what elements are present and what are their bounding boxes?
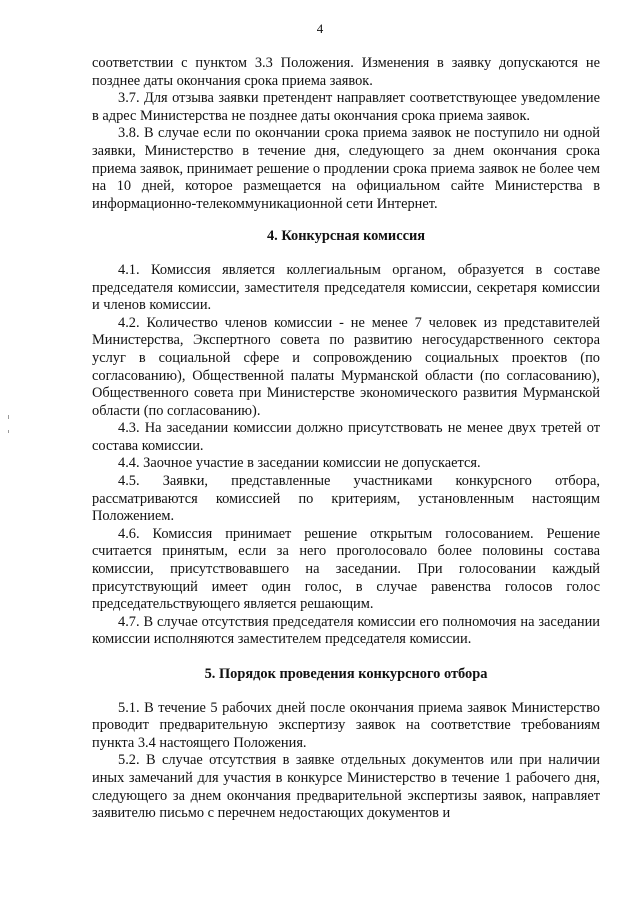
paragraph-4-2: 4.2. Количество членов комиссии - не менее 7 человек из представителей Министерства, Экспертного совета по развитию негосударственного сектора услуг в социальной сфере и сопровождению социальных проектов (по согласованию), Общественной палаты Мурманской области (по согласованию), Общественного совета при Министерстве экономического развития Мурманской области (по согласованию). (92, 314, 600, 419)
paragraph-4-6: 4.6. Комиссия принимает решение открытым голосованием. Решение считается принятым, если за него проголосовало более половины состава комиссии, присутствовавшего на заседании. При голосовании каждый присутствующий имеет один голос, в случае равенства голосов голос председательствующего является решающим. (92, 525, 600, 613)
scan-artifact-mark (8, 415, 9, 419)
page-number: 4 (316, 21, 324, 36)
paragraph-4-5: 4.5. Заявки, представленные участниками конкурсного отбора, рассматриваются комиссией по критериям, установленным настоящим Положением. (92, 473, 600, 525)
document-body (92, 55, 600, 823)
paragraph-5-2: 5.2. В случае отсутствия в заявке отдельных документов или при наличии иных замечаний для участия в конкурсе Министерство в течение 1 рабочего дня, следующего за днем окончания предварительной экспертизы заявок, направляет заявителю письмо с перечнем недостающих документов и (92, 752, 600, 822)
paragraph-3-7: 3.7. Для отзыва заявки претендент направляет соответствующее уведомление в адрес Министерства не позднее даты окончания срока приема заявок. (92, 90, 600, 124)
paragraph-5-1: 5.1. В течение 5 рабочих дней после окончания приема заявок Министерство проводит предварительную экспертизу заявок на соответствие требованиям пункта 3.4 настоящего Положения. (92, 699, 600, 751)
section-4-heading: 4. Конкурсная комиссия (266, 228, 426, 245)
scan-artifact-mark (8, 430, 9, 433)
paragraph-4-7: 4.7. В случае отсутствия председателя комиссии его полномочия на заседании комиссии исполняются заместителем председателя комиссии. (92, 613, 600, 648)
paragraph-4-4: 4.4. Заочное участие в заседании комиссии не допускается. (118, 455, 481, 472)
paragraph-continuation: соответствии с пунктом 3.3 Положения. Изменения в заявку допускаются не позднее даты окончания срока приема заявок. (92, 55, 600, 89)
paragraph-3-8: 3.8. В случае если по окончании срока приема заявок не поступило ни одной заявки, Министерство в течение дня, следующего за днем окончания срока приема заявок, принимает решение о продлении срока приема заявок не более чем на 10 дней, которое размещается на официальном сайте Министерства в информационно-телекоммуникационной сети Интернет. (92, 125, 600, 212)
paragraph-4-3: 4.3. На заседании комиссии должно присутствовать не менее двух третей от состава комиссии. (92, 420, 600, 454)
section-5-heading: 5. Порядок проведения конкурсного отбора (204, 666, 488, 682)
paragraph-4-1: 4.1. Комиссия является коллегиальным органом, образуется в составе председателя комиссии, заместителя председателя комиссии, секретаря комиссии и членов комиссии. (92, 261, 600, 314)
